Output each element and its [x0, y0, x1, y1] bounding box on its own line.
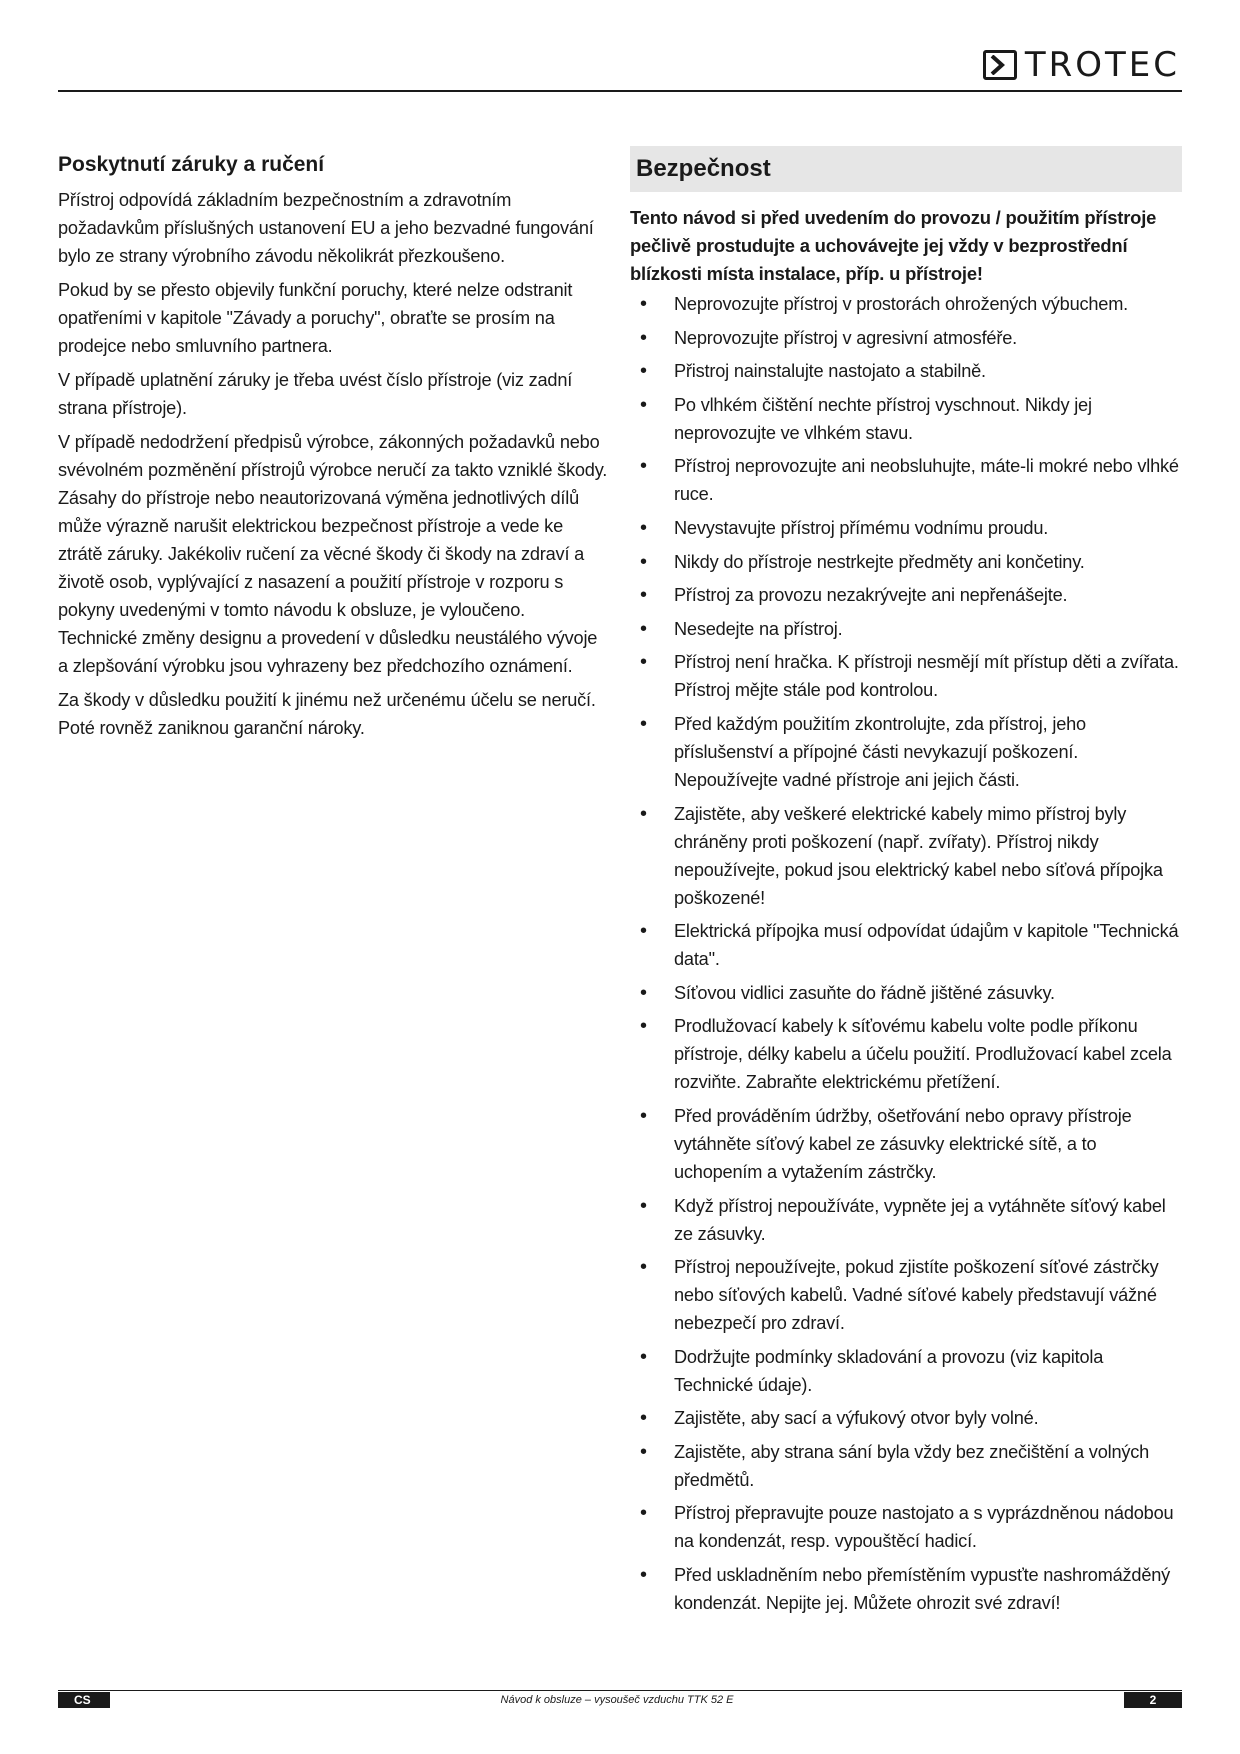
warranty-paragraph: Za škody v důsledku použití k jinému než určenému účelu se neručí. Poté rovněž zaniknou garanční nároky. — [58, 690, 596, 738]
document-title: Návod k obsluze – vysoušeč vzduchu TTK 52 E — [500, 1694, 734, 1706]
warranty-paragraph: Přístroj odpovídá základním bezpečnostním a zdravotním požadavkům příslušných ustanovení EU a jeho bezvadné fungování bylo ze strany výrobního závodu několikrát přezkoušeno. — [58, 190, 594, 266]
list-item: • Přistroj nainstalujte nastojato a stabilně. — [630, 357, 1182, 385]
warranty-title: Poskytnutí záruky a ručení — [58, 153, 325, 176]
safety-list — [630, 290, 1182, 1617]
list-item: • Zajistěte, aby strana sání byla vždy bez znečištění a volných předmětů. — [630, 1438, 1182, 1494]
list-item: • Nikdy do přístroje nestrkejte předměty ani končetiny. — [630, 548, 1182, 576]
brand-logo — [983, 45, 1180, 85]
list-item: • Před prováděním údržby, ošetřování nebo opravy přístroje vytáhněte síťový kabel ze zásuvky elektrické sítě, a to uchopením a vytažením zástrčky. — [630, 1102, 1182, 1186]
list-item: • Zajistěte, aby veškeré elektrické kabely mimo přístroj byly chráněny proti poškození (např. zvířaty). Přístroj nikdy nepoužívejte, pokud jsou elektrický kabel nebo síťová přípojka poškozené! — [630, 800, 1182, 912]
list-item: • Síťovou vidlici zasuňte do řádně jištěné zásuvky. — [630, 979, 1182, 1007]
list-item: • Přístroj přepravujte pouze nastojato a s vyprázdněnou nádobou na kondenzát, resp. vypouštěcí hadicí. — [630, 1499, 1182, 1555]
warranty-paragraph: Pokud by se přesto objevily funkční poruchy, které nelze odstranit opatřeními v kapitole "Závady a poruchy", obraťte se prosím na prodejce nebo smluvního partnera. — [58, 280, 573, 356]
page-number: 2 — [1124, 1692, 1182, 1708]
warranty-column — [58, 150, 608, 748]
list-item: • Dodržujte podmínky skladování a provozu (viz kapitola Technické údaje). — [630, 1343, 1182, 1399]
safety-section-header — [630, 146, 1182, 192]
list-item: • Po vlhkém čištění nechte přístroj vyschnout. Nikdy jej neprovozujte ve vlhkém stavu. — [630, 391, 1182, 447]
logo-text: TROTEC — [1024, 45, 1180, 85]
list-item: • Před uskladněním nebo přemístěním vypusťte nashromážděný kondenzát. Nepijte jej. Můžete ohrozit své zdraví! — [630, 1561, 1182, 1617]
list-item: • Přístroj nepoužívejte, pokud zjistíte poškození síťové zástrčky nebo síťových kabelů. Vadné síťové kabely představují vážné nebezpečí pro zdraví. — [630, 1253, 1182, 1337]
list-item: • Neprovozujte přístroj v prostorách ohrožených výbuchem. — [630, 290, 1182, 318]
list-item: • Přístroj za provozu nezakrývejte ani nepřenášejte. — [630, 581, 1182, 609]
safety-title: Bezpečnost — [636, 155, 771, 182]
list-item: • Nesedejte na přístroj. — [630, 615, 1182, 643]
list-item: • Přístroj neprovozujte ani neobsluhujte, máte-li mokré nebo vlhké ruce. — [630, 452, 1182, 508]
list-item: • Před každým použitím zkontrolujte, zda přístroj, jeho příslušenství a přípojné části nevykazují poškození. Nepoužívejte vadné přístroje ani jejich části. — [630, 710, 1182, 794]
list-item: • Prodlužovací kabely k síťovému kabelu volte podle příkonu přístroje, délky kabelu a účelu použití. Prodlužovací kabel zcela rozviňte. Zabraňte elektrickému přetížení. — [630, 1012, 1182, 1096]
list-item: • Nevystavujte přístroj přímému vodnímu proudu. — [630, 514, 1182, 542]
list-item: • Neprovozujte přístroj v agresivní atmosféře. — [630, 324, 1182, 352]
safety-intro: Tento návod si před uvedením do provozu / použitím přístroje pečlivě prostudujte a uchovávejte jej vždy v bezprostřední blízkosti místa instalace, příp. u přístroje! — [630, 207, 1157, 284]
warranty-paragraph: V případě uplatnění záruky je třeba uvést číslo přístroje (viz zadní strana přístroje). — [58, 370, 573, 418]
safety-column — [630, 146, 1182, 1623]
warranty-paragraph: V případě nedodržení předpisů výrobce, zákonných požadavků nebo svévolném pozměnění přístrojů výrobce neručí za takto vzniklé škody. Zásahy do přístroje nebo neautorizovaná výměna jednotlivých dílů může výrazně narušit elektrickou bezpečnost přístroje a vede ke ztrátě záruky. Jakékoliv ručení za věcné škody či škody na zdraví a životě osob, vyplývající z nasazení a použití přístroje v rozporu s pokyny uvedenými v tomto návodu k obsluze, je vyloučeno. Technické změny designu a provedení v důsledku neustálého vývoje a zlepšování výrobku jsou vyhrazeny bez předchozího oznámení. — [58, 432, 608, 676]
list-item: • Když přístroj nepoužíváte, vypněte jej a vytáhněte síťový kabel ze zásuvky. — [630, 1192, 1182, 1248]
list-item: • Zajistěte, aby sací a výfukový otvor byly volné. — [630, 1404, 1182, 1432]
list-item: • Přístroj není hračka. K přístroji nesmějí mít přístup děti a zvířata. Přístroj mějte stále pod kontrolou. — [630, 648, 1182, 704]
header-rule — [58, 90, 1182, 92]
page-footer — [58, 1690, 1182, 1709]
logo-chevron-icon — [983, 50, 1017, 80]
language-badge: CS — [58, 1692, 110, 1708]
list-item: • Elektrická přípojka musí odpovídat údajům v kapitole "Technická data". — [630, 917, 1182, 973]
